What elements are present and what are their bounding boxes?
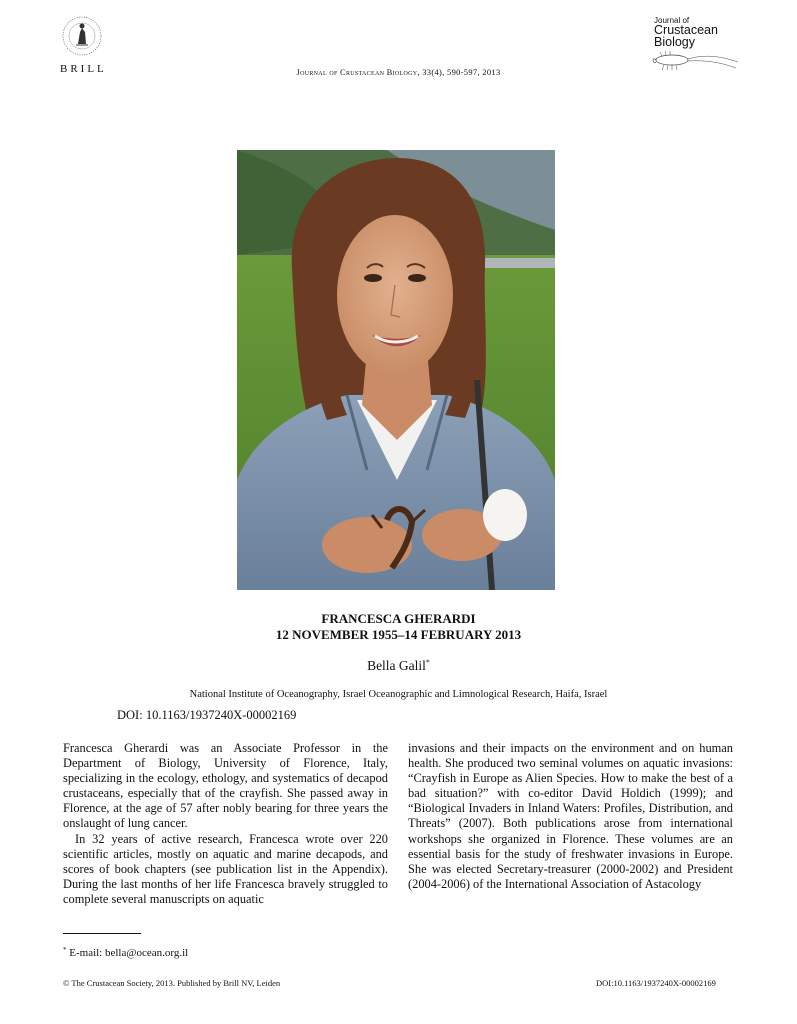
article-title <box>0 611 797 643</box>
copyright-notice: © The Crustacean Society, 2013. Published by Brill NV, Leiden <box>63 978 281 988</box>
journal-logo-line1: Journal of <box>654 16 690 25</box>
body-column-right <box>408 741 733 892</box>
title-line-1: FRANCESCA GHERARDI <box>321 611 476 626</box>
body-column-left <box>63 741 388 907</box>
article-doi[interactable]: DOI: 10.1163/1937240X-00002169 <box>117 708 297 722</box>
affiliation: National Institute of Oceanography, Israel Oceanographic and Limnological Research, Haifa, Israel <box>189 689 608 700</box>
footnote <box>63 946 188 959</box>
publisher-name: BRILL <box>60 63 107 75</box>
footnote-divider <box>63 933 141 934</box>
journal-logo <box>650 14 740 72</box>
footnote-mark: * <box>63 946 67 954</box>
journal-citation: Journal of Crustacean Biology, 33(4), 590-597, 2013 <box>296 67 501 77</box>
paragraph: In 32 years of active research, Francesca wrote over 220 scientific articles, mostly on aquatic and marine decapods, and scores of book chapters (see publication list in the Appendix). During the last months of her life Francesca bravely struggled to complete several manuscripts on aquatic <box>63 831 388 906</box>
portrait-photo <box>237 150 555 590</box>
journal-logo-line2: Crustacean <box>654 23 718 37</box>
author-footnote-mark: * <box>425 658 430 667</box>
footer-doi: DOI:10.1163/1937240X-00002169 <box>596 978 716 988</box>
author-line <box>0 658 797 674</box>
paragraph: Francesca Gherardi was an Associate Professor in the Department of Biology, University of Florence, Italy, specializing in the ecology, ethology, and systematics of decapod crustaceans, especially that of the crayfish. She passed away in Florence, at the age of 57 after nobly bearing for three years the onslaught of lung cancer. <box>63 741 388 831</box>
title-line-2: 12 NOVEMBER 1955–14 FEBRUARY 2013 <box>275 627 522 642</box>
journal-logo-line3: Biology <box>654 35 695 49</box>
footnote-email[interactable]: E-mail: bella@ocean.org.il <box>69 947 189 959</box>
brill-seal-logo <box>58 14 106 60</box>
crayfish-icon <box>650 50 740 72</box>
author-name: Bella Galil <box>367 658 426 673</box>
paragraph: invasions and their impacts on the environment and on human health. She produced two seminal volumes on aquatic invasions: “Crayfish in Europe as Alien Species. How to make the best of a bad situation?” with co-editor David Holdich (1999); and “Biological Invaders in Inland Waters: Profiles, Distribution, and Threats” (2007). Both publications arose from international workshops she organized in Florence. These volumes are an essential basis for the study of freshwater invasions in Europe. She was elected Secretary-treasurer (2000-2002) and President (2004-2006) of the International Association of Astacology <box>408 741 733 891</box>
